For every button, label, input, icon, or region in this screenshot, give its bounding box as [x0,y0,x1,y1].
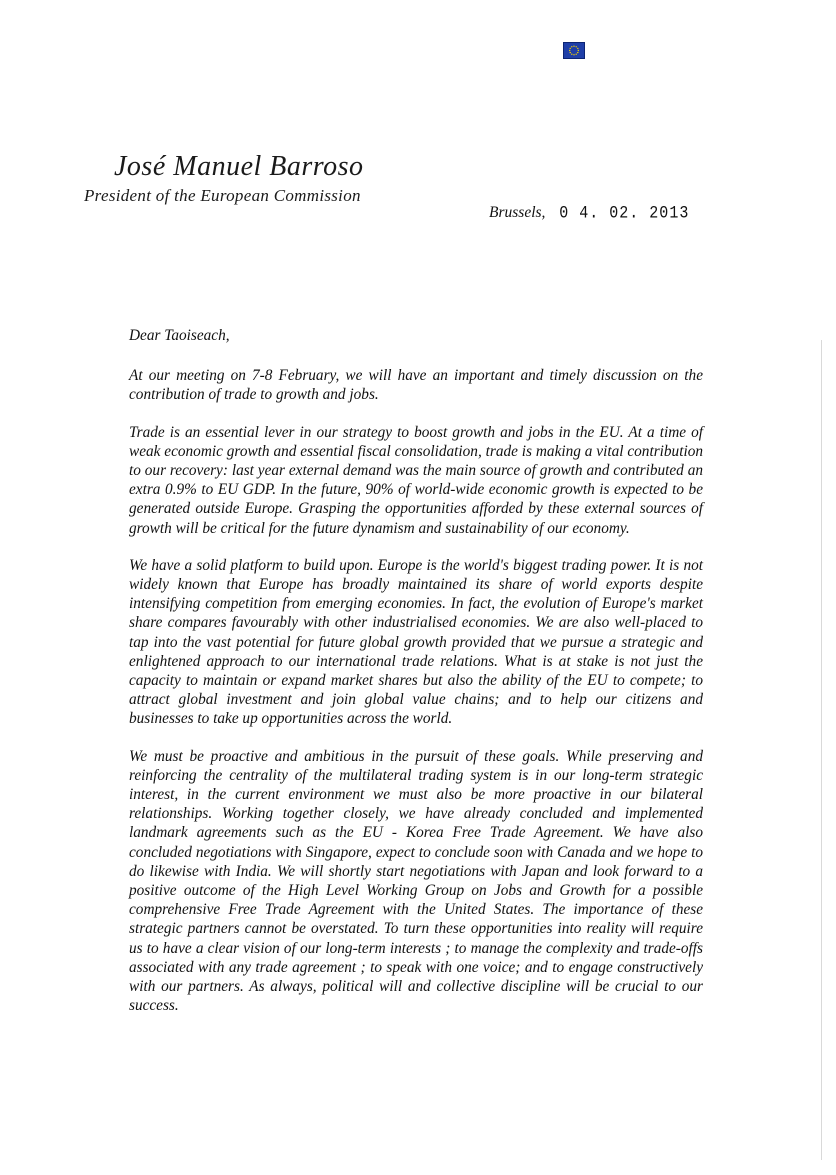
letterhead [84,150,384,214]
eu-flag-icon [563,42,585,59]
salutation: Dear Taoiseach, [129,327,230,344]
paragraph-3: We have a solid platform to build upon. Europe is the world's biggest trading power. It is not widely known that Europe has broadly maintained its share of world exports despite intensifying competition from emerging economies. In fact, the evolution of Europe's market share compares favourably with other industrialised economies. We are also well-placed to tap into the vast potential for future global growth provided that we pursue a strategic and enlightened approach to our international trade relations. What is at stake is not just the capacity to maintain or expand market shares but also the ability of the EU to compete; to attract global investment and join global value chains; and to help our citizens and businesses to take up opportunities across the world. [129,556,703,728]
page-edge-shadow [821,340,822,1160]
sender-title: President of the European Commission [84,186,361,205]
paragraph-1: At our meeting on 7-8 February, we will have an important and timely discussion on the contribution of trade to growth and jobs. [129,367,703,404]
date-stamp: 0 4. 02. 2013 [559,203,690,224]
paragraph-2: Trade is an essential lever in our strategy to boost growth and jobs in the EU. At a time of weak economic growth and essential fiscal consolidation, trade is making a vital contribution to our recovery: last year external demand was the main source of growth and contributed an extra 0.9% to EU GDP. In the future, 90% of world-wide economic growth is expected to be generated outside Europe. Grasping the opportunities afforded by these external sources of growth will be critical for the future dynamism and sustainability of our economy. [129,423,703,537]
letter-body [129,326,703,1016]
sender-name: José Manuel Barroso [114,151,364,182]
paragraph-4: We must be proactive and ambitious in the pursuit of these goals. While preserving and reinforcing the centrality of the multilateral trading system is in our long-term strategic interest, in the current environment we must also be more proactive in our bilateral relationships. Working together closely, we have already concluded and implemented landmark agreements such as the EU - Korea Free Trade Agreement. We have also concluded negotiations with Singapore, expect to conclude soon with Canada and we hope to do likewise with India. We will shortly start negotiations with Japan and look forward to a positive outcome of the High Level Working Group on Jobs and Growth for a possible comprehensive Free Trade Agreement with the United States. The importance of these strategic partners cannot be overstated. To turn these opportunities into reality will require us to have a clear vision of our long-term interests ; to manage the complexity and trade-offs associated with any trade agreement ; to speak with one voice; and to engage constructively with our partners. As always, political will and collective discipline will be crucial to our success. [129,747,703,1015]
dateline [489,203,689,224]
dateline-place: Brussels, [489,204,546,221]
